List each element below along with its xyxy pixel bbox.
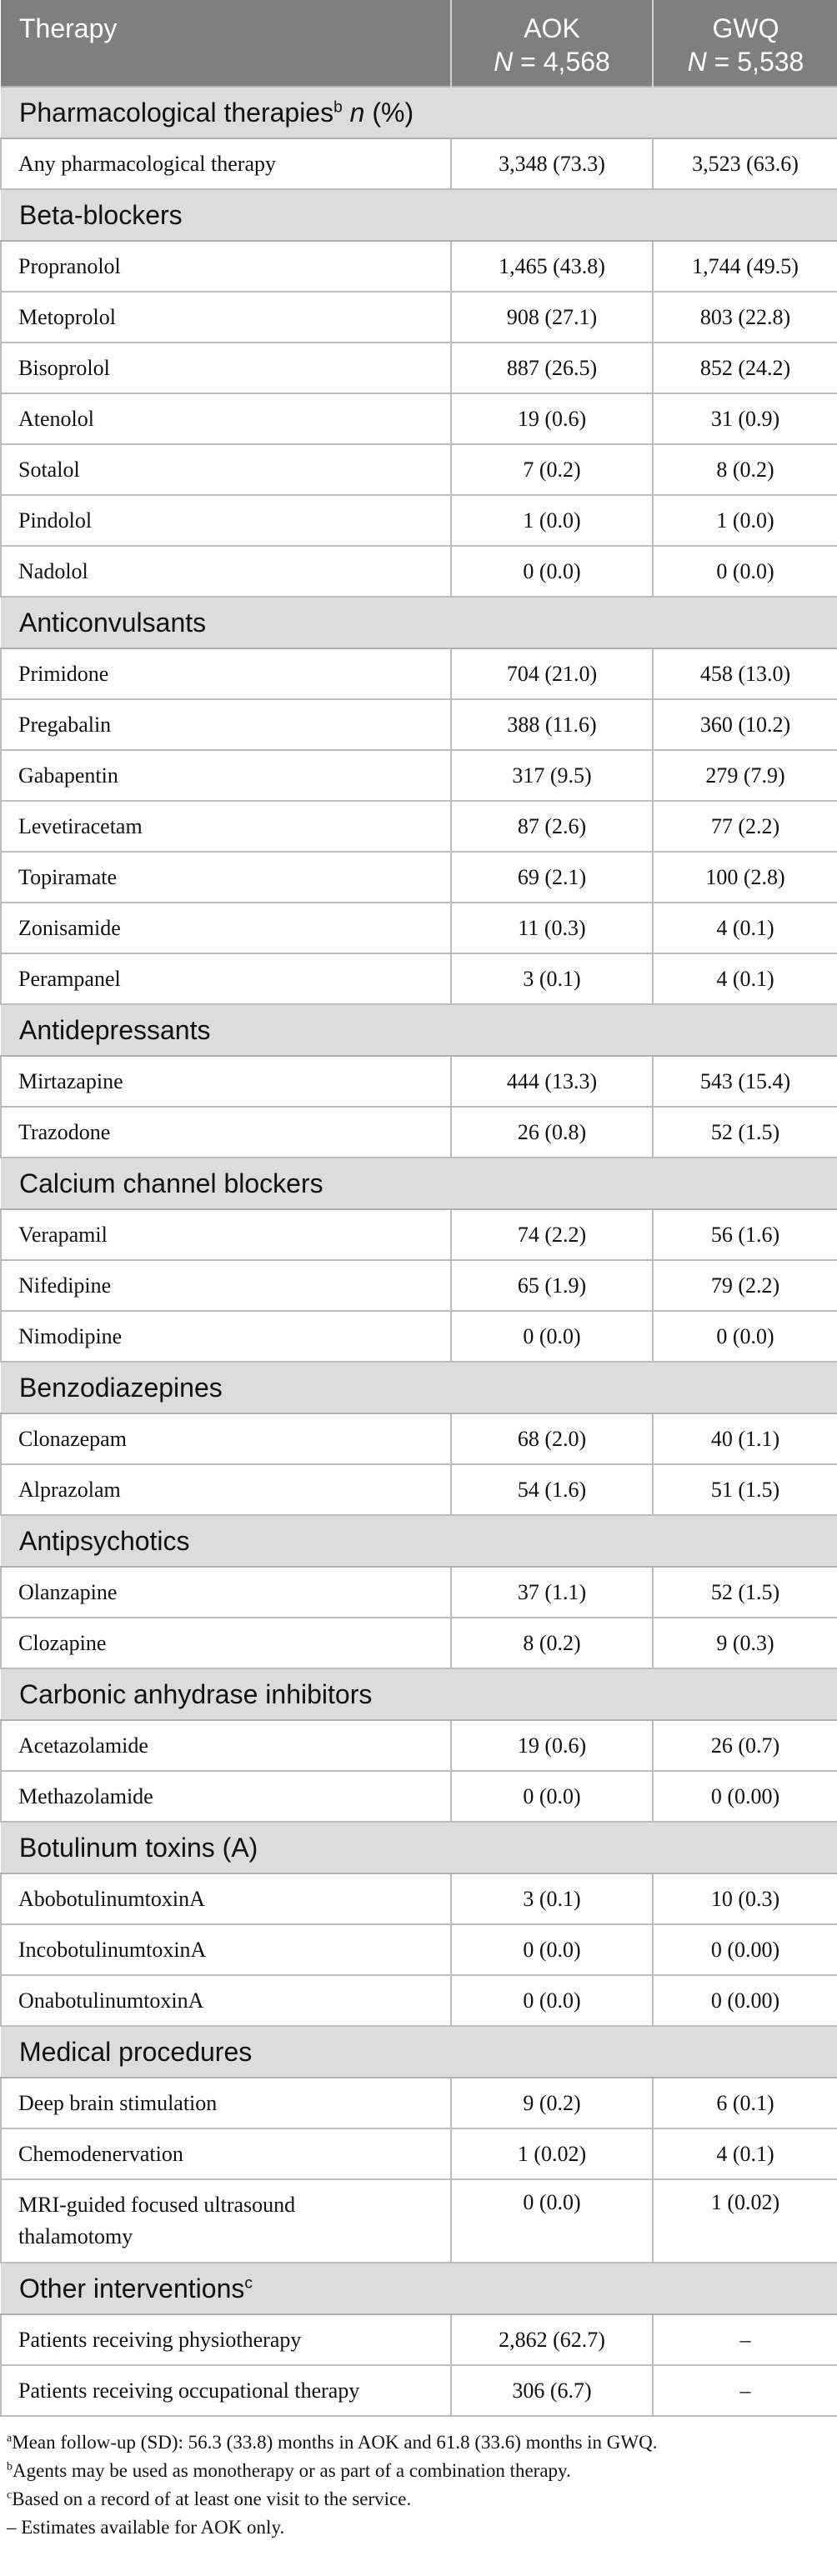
section-title (1, 189, 837, 241)
footnote (7, 2513, 830, 2542)
section-title-text: Antipsychotics (19, 1525, 190, 1556)
footnote (7, 2428, 830, 2457)
therapy-name: Nadolol (1, 546, 451, 597)
therapy-name: Pregabalin (1, 699, 451, 750)
table-row (1, 801, 837, 852)
therapy-name: Pindolol (1, 495, 451, 546)
therapy-name: Bisoprolol (1, 343, 451, 393)
therapy-name: Topiramate (1, 852, 451, 903)
table-row (1, 2314, 837, 2365)
header-aok-n-value: = 4,568 (513, 47, 610, 77)
table-row (1, 1209, 837, 1260)
gwq-value: 6 (0.1) (653, 2078, 837, 2128)
section-title-pct: (%) (364, 97, 414, 128)
aok-value: 887 (26.5) (451, 343, 653, 393)
table-row (1, 1107, 837, 1158)
footnotes (0, 2417, 837, 2542)
table-row (1, 138, 837, 189)
gwq-value: 31 (0.9) (653, 393, 837, 444)
gwq-value: 1 (0.02) (653, 2179, 837, 2263)
table-row (1, 241, 837, 292)
aok-value: 87 (2.6) (451, 801, 653, 852)
aok-value: 68 (2.0) (451, 1413, 653, 1464)
header-gwq-n (672, 45, 819, 78)
section-title (1, 1004, 837, 1056)
therapy-name: Trazodone (1, 1107, 451, 1158)
table-row (1, 393, 837, 444)
gwq-value: 52 (1.5) (653, 1567, 837, 1618)
therapy-name: Nifedipine (1, 1260, 451, 1311)
section-title-footnote-mark: c (244, 2273, 253, 2292)
aok-value: 37 (1.1) (451, 1567, 653, 1618)
section-title-text: Pharmacological therapies (19, 97, 334, 128)
header-therapy: Therapy (1, 0, 451, 87)
table-row (1, 2179, 837, 2263)
footnote (7, 2457, 830, 2485)
therapy-name: Methazolamide (1, 1771, 451, 1822)
therapy-name: Perampanel (1, 953, 451, 1004)
footnote-text: Based on a record of at least one visit to the service. (12, 2488, 412, 2509)
aok-value: 0 (0.0) (451, 1311, 653, 1362)
table-row (1, 903, 837, 953)
therapy-name: AbobotulinumtoxinA (1, 1873, 451, 1924)
gwq-value: 279 (7.9) (653, 750, 837, 801)
header-aok-n-label: N (494, 47, 514, 77)
gwq-value: 4 (0.1) (653, 2128, 837, 2179)
section-title-text: Other interventions (19, 2273, 245, 2303)
table-row (1, 2078, 837, 2128)
table-row (1, 648, 837, 699)
header-gwq-n-label: N (687, 47, 707, 77)
gwq-value: 77 (2.2) (653, 801, 837, 852)
table-row (1, 1464, 837, 1515)
therapy-name: Chemodenervation (1, 2128, 451, 2179)
gwq-value: 10 (0.3) (653, 1873, 837, 1924)
therapy-name: Any pharmacological therapy (1, 138, 451, 189)
gwq-value: 0 (0.00) (653, 1771, 837, 1822)
aok-value: 9 (0.2) (451, 2078, 653, 2128)
aok-value: 3 (0.1) (451, 953, 653, 1004)
gwq-value: 79 (2.2) (653, 1260, 837, 1311)
section-title (1, 87, 837, 138)
therapy-name: Patients receiving occupational therapy (1, 2365, 451, 2416)
aok-value: 7 (0.2) (451, 444, 653, 495)
aok-value: 1,465 (43.8) (451, 241, 653, 292)
therapy-name: Clozapine (1, 1618, 451, 1668)
therapy-name: Sotalol (1, 444, 451, 495)
table-row (1, 750, 837, 801)
aok-value: 0 (0.0) (451, 1924, 653, 1975)
therapy-name (1, 2179, 451, 2263)
section-title-text: Carbonic anhydrase inhibitors (19, 1678, 373, 1709)
aok-value: 1 (0.0) (451, 495, 653, 546)
section-title (1, 2026, 837, 2078)
gwq-value: 52 (1.5) (653, 1107, 837, 1158)
table-row (1, 1260, 837, 1311)
aok-value: 26 (0.8) (451, 1107, 653, 1158)
gwq-value: 40 (1.1) (653, 1413, 837, 1464)
table-row (1, 1975, 837, 2026)
table-row (1, 1567, 837, 1618)
aok-value: 444 (13.3) (451, 1056, 653, 1107)
section-header-botox (1, 1822, 837, 1873)
aok-value: 1 (0.02) (451, 2128, 653, 2179)
table-row (1, 852, 837, 903)
section-header-beta (1, 189, 837, 241)
header-aok-n (470, 45, 634, 78)
section-title-text: Antidepressants (19, 1014, 211, 1045)
aok-value: 65 (1.9) (451, 1260, 653, 1311)
gwq-value: – (653, 2314, 837, 2365)
gwq-value: 852 (24.2) (653, 343, 837, 393)
section-title-n: n (349, 97, 365, 128)
aok-value: 54 (1.6) (451, 1464, 653, 1515)
aok-value: 306 (6.7) (451, 2365, 653, 2416)
footnote (7, 2485, 830, 2513)
gwq-value: 9 (0.3) (653, 1618, 837, 1668)
table-row (1, 495, 837, 546)
section-title-text: Calcium channel blockers (19, 1168, 323, 1198)
therapy-name: Clonazepam (1, 1413, 451, 1464)
table-row (1, 1924, 837, 1975)
therapy-name: Metoprolol (1, 292, 451, 343)
gwq-value: 0 (0.0) (653, 1311, 837, 1362)
aok-value: 388 (11.6) (451, 699, 653, 750)
header-aok-label: AOK (524, 13, 580, 43)
header-gwq-label: GWQ (712, 13, 779, 43)
header-aok (451, 0, 653, 87)
gwq-value: 0 (0.00) (653, 1975, 837, 2026)
aok-value: 0 (0.0) (451, 2179, 653, 2263)
gwq-value: 51 (1.5) (653, 1464, 837, 1515)
section-header-pharm (1, 87, 837, 138)
therapy-name: IncobotulinumtoxinA (1, 1924, 451, 1975)
aok-value: 317 (9.5) (451, 750, 653, 801)
section-title (1, 1515, 837, 1567)
section-title (1, 1158, 837, 1209)
footnote-mark: b (7, 2460, 13, 2473)
gwq-value: 100 (2.8) (653, 852, 837, 903)
table-row (1, 1618, 837, 1668)
therapy-name: Patients receiving physiotherapy (1, 2314, 451, 2365)
section-title-text: Beta-blockers (19, 199, 183, 230)
therapy-name: Verapamil (1, 1209, 451, 1260)
section-header-antipsy (1, 1515, 837, 1567)
therapy-name: OnabotulinumtoxinA (1, 1975, 451, 2026)
section-header-anticonv (1, 597, 837, 648)
aok-value: 0 (0.0) (451, 1771, 653, 1822)
section-header-other (1, 2263, 837, 2314)
section-title (1, 1822, 837, 1873)
footnote-text: Mean follow-up (SD): 56.3 (33.8) months in AOK and 61.8 (33.6) months in GWQ. (12, 2432, 658, 2453)
therapy-name-line2: thalamotomy (18, 2224, 133, 2248)
section-title (1, 1362, 837, 1413)
section-header-carbonic (1, 1668, 837, 1720)
section-header-procedures (1, 2026, 837, 2078)
aok-value: 74 (2.2) (451, 1209, 653, 1260)
section-title (1, 1668, 837, 1720)
therapy-name: Acetazolamide (1, 1720, 451, 1771)
table-row (1, 2365, 837, 2416)
gwq-value: 8 (0.2) (653, 444, 837, 495)
table-row (1, 444, 837, 495)
table-row (1, 292, 837, 343)
aok-value: 19 (0.6) (451, 1720, 653, 1771)
footnote-text: – Estimates available for AOK only. (7, 2517, 285, 2538)
gwq-value: 1,744 (49.5) (653, 241, 837, 292)
section-header-ccb (1, 1158, 837, 1209)
aok-value: 3,348 (73.3) (451, 138, 653, 189)
therapy-name: Alprazolam (1, 1464, 451, 1515)
section-header-benzo (1, 1362, 837, 1413)
aok-value: 8 (0.2) (451, 1618, 653, 1668)
aok-value: 2,862 (62.7) (451, 2314, 653, 2365)
gwq-value: 803 (22.8) (653, 292, 837, 343)
gwq-value: 26 (0.7) (653, 1720, 837, 1771)
therapy-name: Olanzapine (1, 1567, 451, 1618)
aok-value: 908 (27.1) (451, 292, 653, 343)
table-row (1, 1311, 837, 1362)
table-row (1, 1771, 837, 1822)
table-row (1, 343, 837, 393)
section-title-text: Anticonvulsants (19, 607, 207, 638)
gwq-value: 360 (10.2) (653, 699, 837, 750)
header-row (1, 0, 837, 87)
aok-value: 69 (2.1) (451, 852, 653, 903)
aok-value: 704 (21.0) (451, 648, 653, 699)
therapy-name: Levetiracetam (1, 801, 451, 852)
therapy-name-line1: MRI-guided focused ultrasound (18, 2193, 296, 2217)
therapy-name: Primidone (1, 648, 451, 699)
footnote-text: Agents may be used as monotherapy or as part of a combination therapy. (13, 2460, 571, 2481)
aok-value: 11 (0.3) (451, 903, 653, 953)
gwq-value: 458 (13.0) (653, 648, 837, 699)
footnote-mark: c (7, 2488, 13, 2502)
gwq-value: 0 (0.00) (653, 1924, 837, 1975)
aok-value: 0 (0.0) (451, 1975, 653, 2026)
header-gwq (653, 0, 837, 87)
table-row (1, 699, 837, 750)
footnote-mark: a (7, 2432, 13, 2445)
gwq-value: 3,523 (63.6) (653, 138, 837, 189)
therapy-name: Deep brain stimulation (1, 2078, 451, 2128)
gwq-value: 56 (1.6) (653, 1209, 837, 1260)
table-row (1, 546, 837, 597)
section-title-text: Benzodiazepines (19, 1372, 223, 1403)
aok-value: 19 (0.6) (451, 393, 653, 444)
table-row (1, 2128, 837, 2179)
table-row (1, 1720, 837, 1771)
therapy-name: Zonisamide (1, 903, 451, 953)
header-gwq-n-value: = 5,538 (706, 47, 804, 77)
section-title-footnote-mark: b (333, 98, 343, 116)
aok-value: 3 (0.1) (451, 1873, 653, 1924)
section-header-antidep (1, 1004, 837, 1056)
therapy-name: Gabapentin (1, 750, 451, 801)
table-row (1, 1413, 837, 1464)
table-row (1, 1056, 837, 1107)
therapy-name: Atenolol (1, 393, 451, 444)
therapy-name: Propranolol (1, 241, 451, 292)
gwq-value: 543 (15.4) (653, 1056, 837, 1107)
section-title (1, 2263, 837, 2314)
gwq-value: 1 (0.0) (653, 495, 837, 546)
gwq-value: 4 (0.1) (653, 903, 837, 953)
therapy-name: Mirtazapine (1, 1056, 451, 1107)
table-row (1, 953, 837, 1004)
section-title (1, 597, 837, 648)
gwq-value: 0 (0.0) (653, 546, 837, 597)
aok-value: 0 (0.0) (451, 546, 653, 597)
section-title-text: Botulinum toxins (A) (19, 1832, 258, 1863)
gwq-value: 4 (0.1) (653, 953, 837, 1004)
gwq-value: – (653, 2365, 837, 2416)
table-row (1, 1873, 837, 1924)
therapy-name: Nimodipine (1, 1311, 451, 1362)
section-title-text: Medical procedures (19, 2036, 253, 2067)
